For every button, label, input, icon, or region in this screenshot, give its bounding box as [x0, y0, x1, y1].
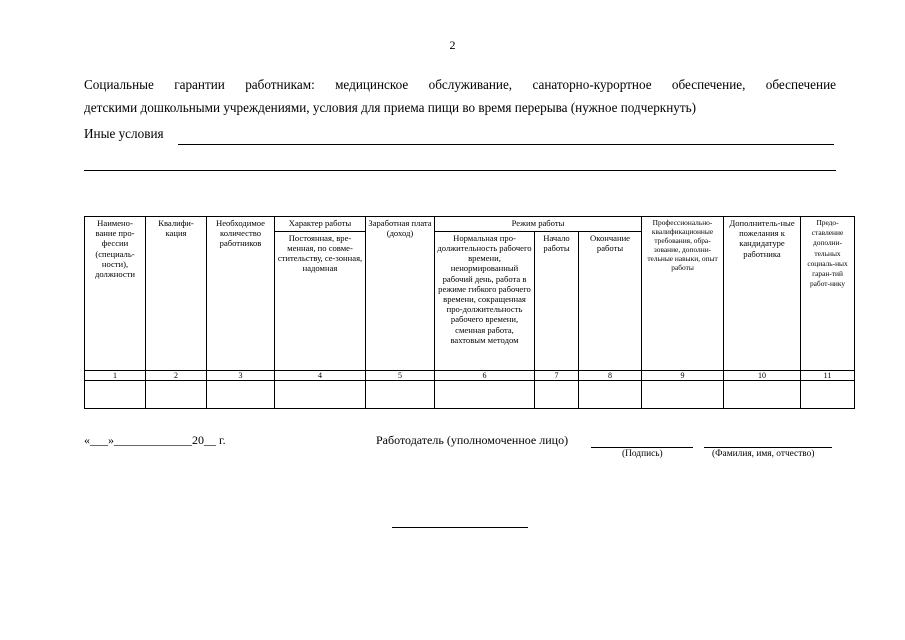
col-work-schedule-header: Режим работы	[435, 217, 642, 232]
col-workers-count-header: Необходимое количество работников	[207, 217, 275, 371]
empty-cell[interactable]	[275, 381, 366, 409]
full-name-line[interactable]	[704, 447, 832, 448]
header-row	[85, 217, 855, 232]
table-row	[85, 381, 855, 409]
col-salary-header: Заработная плата (доход)	[366, 217, 435, 371]
vacancy-table	[84, 216, 855, 409]
empty-cell[interactable]	[146, 381, 207, 409]
column-number: 6	[435, 371, 535, 381]
empty-cell[interactable]	[366, 381, 435, 409]
empty-cell[interactable]	[207, 381, 275, 409]
empty-cell[interactable]	[642, 381, 724, 409]
footnote-separator	[392, 527, 528, 528]
column-number: 9	[642, 371, 724, 381]
date-line: «___»_____________20__ г.	[84, 433, 226, 447]
col-work-nature-subheader: Постоянная, вре-менная, по совме-стительству, се-зонная, надомная	[275, 231, 366, 370]
empty-cell[interactable]	[801, 381, 855, 409]
column-numbers-row	[85, 371, 855, 381]
col-end-time-header: Окончание работы	[579, 231, 642, 370]
column-number: 11	[801, 371, 855, 381]
col-qualification-header: Квалифи-кация	[146, 217, 207, 371]
empty-cell[interactable]	[579, 381, 642, 409]
full-name-caption: (Фамилия, имя, отчество)	[712, 449, 815, 459]
col-work-nature-header: Характер работы	[275, 217, 366, 232]
col-requirements-header: Профессионально-квалификационные требования, обра-зование, дополни-тельные навыки, опыт работы	[642, 217, 724, 371]
other-conditions-label: Иные условия	[84, 126, 164, 141]
col-working-hours-header: Нормальная про-должительность рабочего времени, ненормированный рабочий день, работа в режиме гибкого рабочего времени, сокращенная про-должительность рабочего времени, сменная работа, вахтовым методом	[435, 231, 535, 370]
col-additional-wishes-header: Дополнитель-ные пожелания к кандидатуре работника	[724, 217, 801, 371]
empty-cell[interactable]	[724, 381, 801, 409]
other-conditions-line-2	[84, 170, 836, 171]
social-guarantees-line-1: Социальные гарантии работникам: медицинское обслуживание, санаторно-курортное обеспечение, обеспечение	[84, 77, 836, 92]
column-number: 4	[275, 371, 366, 381]
column-number: 3	[207, 371, 275, 381]
column-number: 1	[85, 371, 146, 381]
page-number: 2	[449, 38, 456, 52]
empty-cell[interactable]	[85, 381, 146, 409]
column-number: 7	[535, 371, 579, 381]
signature-line[interactable]	[591, 447, 693, 448]
empty-cell[interactable]	[535, 381, 579, 409]
social-guarantees-line-2: детскими дошкольными учреждениями, условия для приема пищи во время перерыва (нужное подчеркнуть)	[84, 100, 697, 115]
empty-cell[interactable]	[435, 381, 535, 409]
column-number: 5	[366, 371, 435, 381]
column-number: 2	[146, 371, 207, 381]
other-conditions-line	[178, 144, 834, 145]
employer-label: Работодатель (уполномоченное лицо)	[376, 433, 569, 447]
signature-caption: (Подпись)	[622, 449, 663, 459]
col-profession-header: Наимено-вание про-фессии (специаль-ности), должности	[85, 217, 146, 371]
column-number: 10	[724, 371, 801, 381]
col-start-time-header: Начало работы	[535, 231, 579, 370]
column-number: 8	[579, 371, 642, 381]
col-social-guarantees-header: Предо-ставление дополни-тельных социаль-ных гаран-тий работ-нику	[801, 217, 855, 371]
